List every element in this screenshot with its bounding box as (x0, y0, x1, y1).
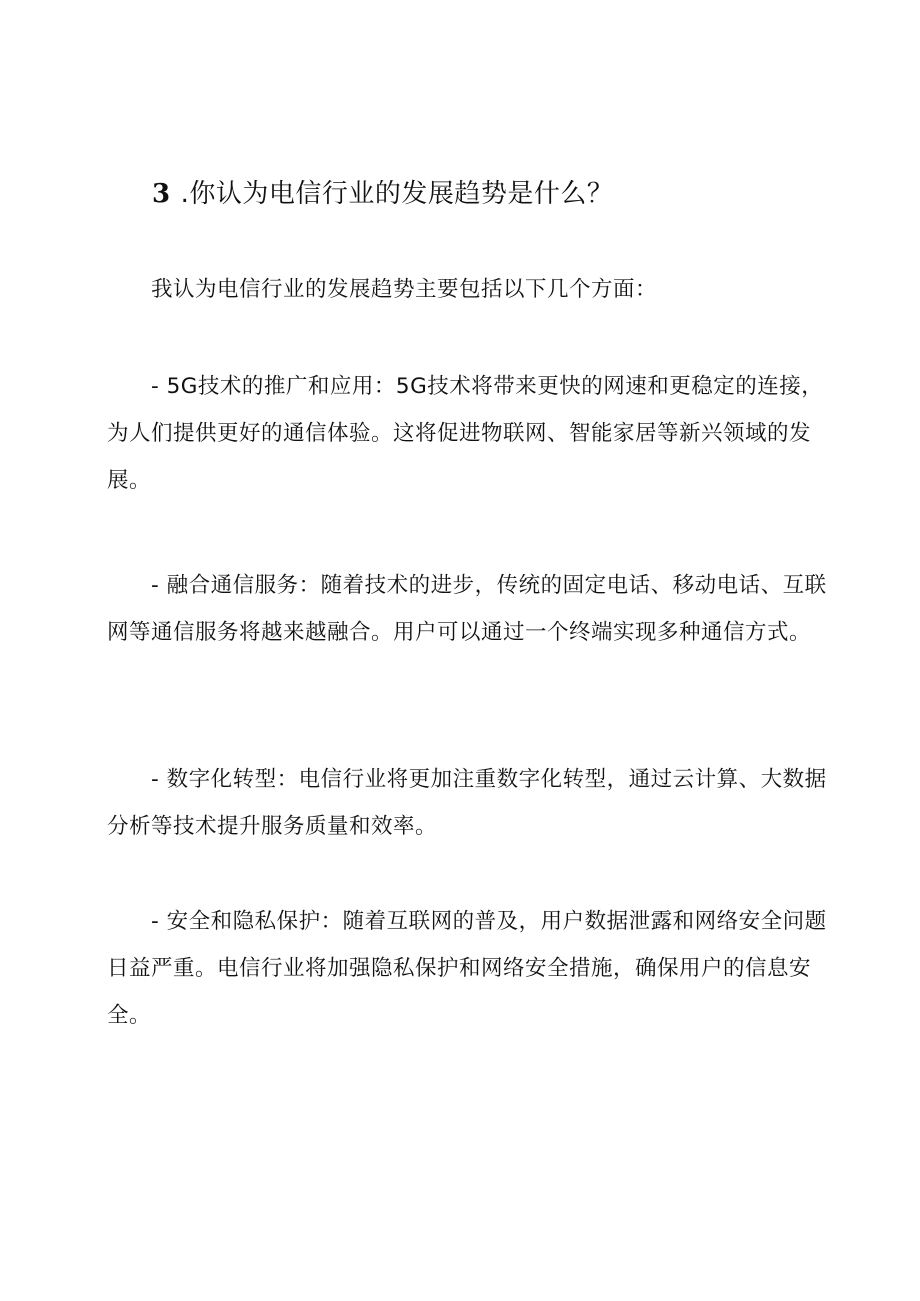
point-security-privacy: - 安全和隐私保护：随着互联网的普及，用户数据泄露和网络安全问题日益严重。电信行业将加强隐私保护和网络安全措施，确保用户的信息安全。 (107, 909, 827, 1028)
intro-paragraph: 我认为电信行业的发展趋势主要包括以下几个方面： (151, 277, 658, 302)
point-digital-transformation: - 数字化转型：电信行业将更加注重数字化转型，通过云计算、大数据分析等技术提升服务质量和效率。 (107, 767, 827, 839)
point-converged-services: - 融合通信服务：随着技术的进步，传统的固定电话、移动电话、互联网等通信服务将越来越融合。用户可以通过一个终端实现多种通信方式。 (107, 573, 827, 645)
point-5g: - 5G技术的推广和应用：5G技术将带来更快的网速和更稳定的连接，为人们提供更好的通信体验。这将促进物联网、智能家居等新兴领域的发展。 (107, 374, 824, 493)
question-heading (152, 174, 852, 214)
question-text: .你认为电信行业的发展趋势是什么？ (180, 179, 614, 209)
question-number: 3 (152, 179, 171, 209)
